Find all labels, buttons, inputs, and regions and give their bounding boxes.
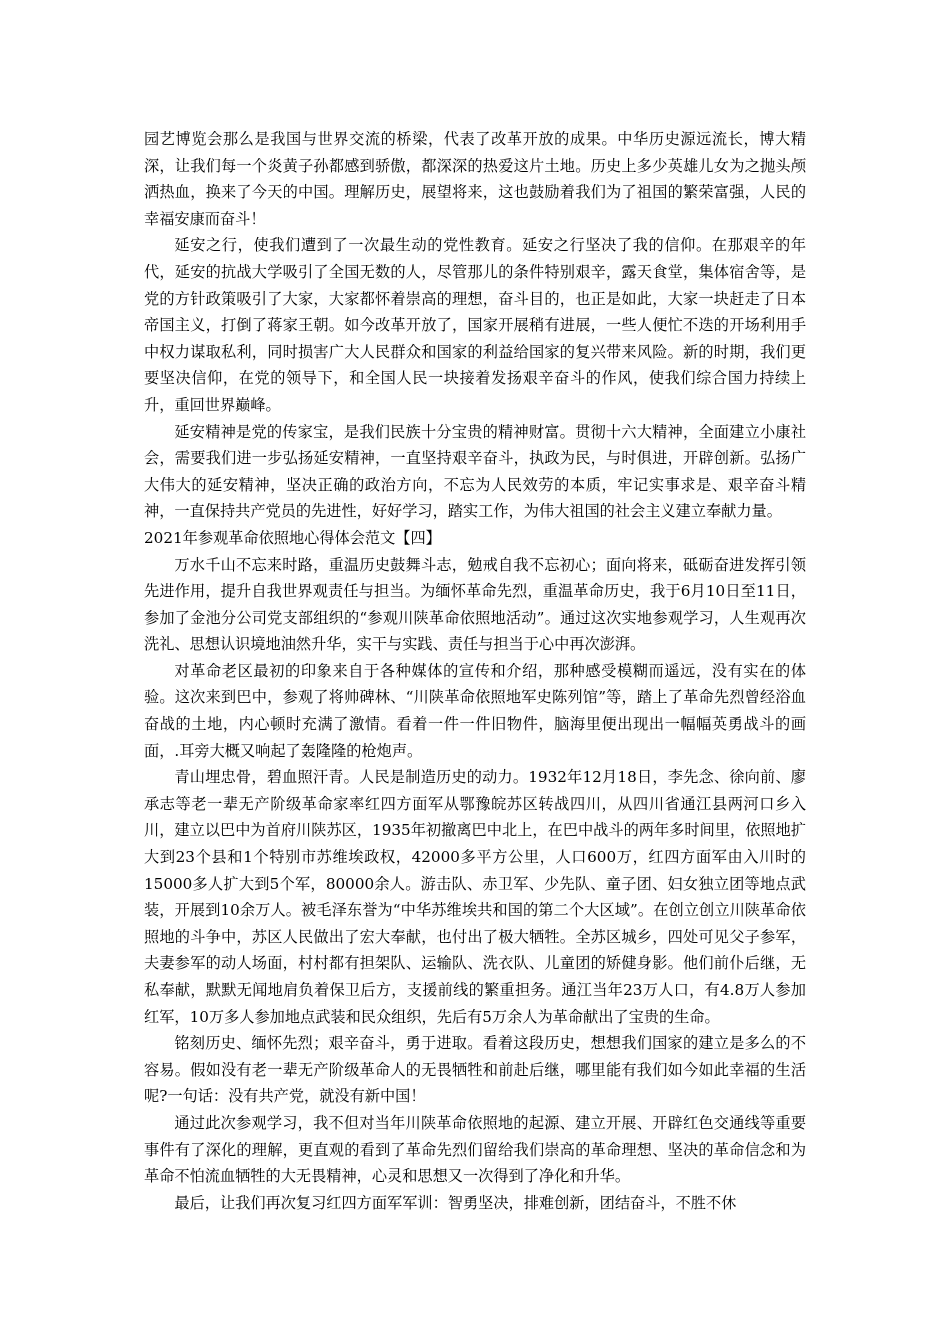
paragraph-history: 青山埋忠骨，碧血照汗青。人民是制造历史的动力。1932年12月18日，李先念、徐向前、廖承志等老一辈无产阶级革命家率红四方面军从鄂豫皖苏区转战四川，从四川省通江县两河口乡入川，建立以巴中为首府川陕苏区，1935年初撤离巴中北上，在巴中战斗的两年多时间里，依照地扩大到23个县和1个特别市苏维埃政权，42000多平方公里，人口600万，红四方面军由入川时的15000多人扩大到5个军，80000余人。游击队、赤卫军、少先队、童子团、妇女独立团等地点武装，开展到10余万人。被毛泽东誉为“中华苏维埃共和国的第二个大区域”。在创立创立川陕革命依照地的斗争中，苏区人民做出了宏大奉献，也付出了极大牺牲。全苏区城乡，四处可见父子参军，夫妻参军的动人场面，村村都有担架队、运输队、洗衣队、儿童团的矫健身影。他们前仆后继，无私奉献，默默无闻地肩负着保卫后方，支援前线的繁重担务。通江当年23万人口，有4.8万人参加红军，10万多人参加地点武装和民众组织，先后有5万余人为革命献出了宝贵的生命。 bbox=[144, 768, 806, 1026]
paragraph-remember: 铭刻历史、缅怀先烈；艰辛奋斗，勇于进取。看着这段历史，想想我们国家的建立是多么的不容易。假如没有老一辈无产阶级革命人的无畏牺牲和前赴后继，哪里能有我们如今如此幸福的生活呢?一句话：没有共产党，就没有新中国！ bbox=[144, 1034, 806, 1106]
paragraph-yanan-trip: 延安之行，使我们遭到了一次最生动的党性教育。延安之行坚决了我的信仰。在那艰辛的年代，延安的抗战大学吸引了全国无数的人，尽管那儿的条件特别艰辛，露天食堂，集体宿舍等，是党的方针政策吸引了大家，大家都怀着崇高的理想，奋斗目的，也正是如此，大家一块赶走了日本帝国主义，打倒了蒋家王朝。如今改革开放了，国家开展稍有进展，一些人便忙不迭的开场利用手中权力谋取私利，同时损害广大人民群众和国家的利益给国家的复兴带来风险。新的时期，我们更要坚决信仰，在党的领导下，和全国人民一块接着发扬艰辛奋斗的作风，使我们综合国力持续上升，重回世界巅峰。 bbox=[144, 236, 806, 414]
document-page bbox=[144, 126, 806, 1216]
paragraph-opening: 万水千山不忘来时路，重温历史鼓舞斗志，勉戒自我不忘初心；面向将来，砥砺奋进发挥引领先进作用，提升自我世界观责任与担当。为缅怀革命先烈，重温革命历史，我于6月10日至11日，参加了金池分公司党支部组织的“参观川陕革命依照地活动”。通过这次实地参观学习，人生观再次洗礼、思想认识境地油然升华，实干与实践、责任与担当于心中再次澎湃。 bbox=[144, 555, 806, 654]
paragraph-impression: 对革命老区最初的印象来自于各种媒体的宣传和介绍，那种感受模糊而遥远，没有实在的体验。这次来到巴中，参观了将帅碑林、“川陕革命依照地军史陈列馆”等，踏上了革命先烈曾经浴血奋战的土地，内心顿时充满了激情。看着一件一件旧物件，脑海里便出现出一幅幅英勇战斗的画面，.耳旁大概又响起了轰隆隆的枪炮声。 bbox=[144, 661, 806, 760]
paragraph-reflection: 通过此次参观学习，我不但对当年川陕革命依照地的起源、建立开展、开辟红色交通线等重要事件有了深化的理解，更直观的看到了革命先烈们留给我们崇高的革命理想、坚决的革命信念和为革命不怕流血牺牲的大无畏精神，心灵和思想又一次得到了净化和升华。 bbox=[144, 1113, 806, 1186]
paragraph-yanan-spirit: 延安精神是党的传家宝，是我们民族十分宝贵的精神财富。贯彻十六大精神，全面建立小康社会，需要我们进一步弘扬延安精神，一直坚持艰辛奋斗，执政为民，与时俱进，开辟创新。弘扬广大伟大的延安精神，坚决正确的政治方向，不忘为人民效劳的本质，牢记实事求是、艰辛奋斗精神，一直保持共产党员的先进性，好好学习，踏实工作，为伟大祖国的社会主义建立奉献力量。 bbox=[144, 422, 806, 521]
section-heading: 2021年参观革命依照地心得体会范文【四】 bbox=[144, 528, 441, 547]
paragraph-closing: 最后，让我们再次复习红四方面军军训：智勇坚决，排难创新，团结奋斗，不胜不休 bbox=[174, 1193, 737, 1212]
paragraph-intro-continued: 园艺博览会那么是我国与世界交流的桥梁，代表了改革开放的成果。中华历史源远流长，博大精深，让我们每一个炎黄子孙都感到骄傲，都深深的热爱这片土地。历史上多少英雄儿女为之抛头颅洒热血，换来了今天的中国。理解历史，展望将来，这也鼓励着我们为了祖国的繁荣富强，人民的幸福安康而奋斗！ bbox=[144, 130, 806, 228]
